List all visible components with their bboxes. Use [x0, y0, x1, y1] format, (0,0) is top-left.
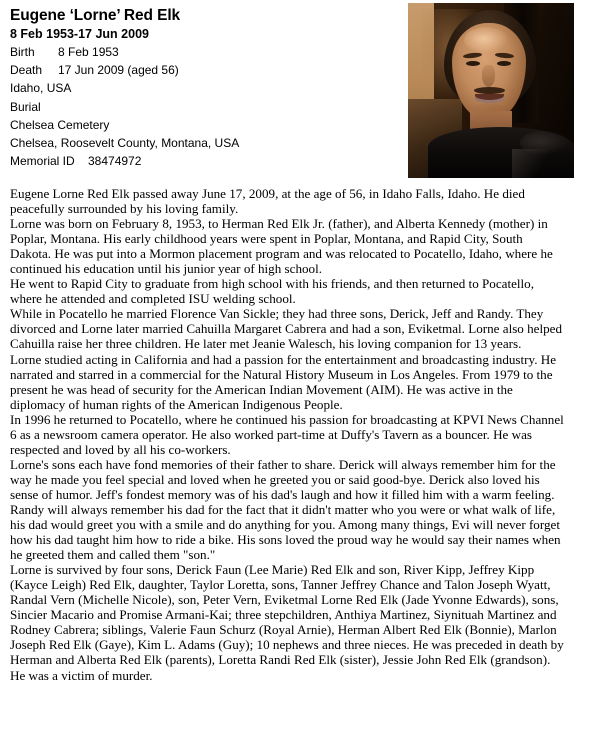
obituary-paragraph: In 1996 he returned to Pocatello, where he continued his passion for broadcasting at KPVI News Channel 6 as a newsroom camera operator. He also worked part-time at Duffy's Tavern as a bouncer. He was respected and loved by all his co-workers.	[10, 411, 564, 457]
death-label: Death	[10, 63, 43, 78]
photo-forehead-highlight	[464, 27, 508, 53]
photo-eye-right	[497, 61, 511, 66]
photo-nose	[482, 65, 495, 87]
photo-shirt-fold	[512, 149, 552, 178]
burial-label: Burial	[10, 99, 41, 114]
memorial-id-row	[10, 152, 400, 170]
death-row	[10, 61, 400, 79]
life-date-range: 8 Feb 1953-17 Jun 2009	[10, 27, 149, 41]
birth-value: 8 Feb 1953	[58, 45, 119, 59]
obituary-paragraph: While in Pocatello he married Florence Van Sickle; they had three sons, Derick, Jeff and Randy. They divorced and Lorne later married Cahuilla Margaret Cabrera and had a son, Eviketmal. Lorne also helped Cahuilla raise her three children. He later met Jeanie Walesch, his loving companion for 13 years.	[10, 306, 563, 352]
death-value: 17 Jun 2009 (aged 56)	[58, 63, 179, 78]
obituary-paragraph: Lorne's sons each have fond memories of their father to share. Derick will always remember him for the way he made you feel special and loved when he greeted you or said good-bye. Derick also loved his sense of humor. Jeff's fondest memory was of his dad's laugh and how it filled him with a warm feeling. Randy will always remember his dad for the fact that it didn't matter who you were or what walk of life, his dad would greet you with a smile and do anything for you. Among many things, Evi will never forget how his dad taught him how to ride a bike. His sons loved the proud way he would say their names when he greeted them and called them "son."	[10, 456, 561, 563]
photo-moustache	[474, 87, 505, 94]
obituary-paragraph: Lorne studied acting in California and had a passion for the entertainment and broadcasting industry. He narrated and starred in a commercial for the Natural History Museum in Los Angeles. From 1979 to the present he was head of security for the American Indian Movement (AIM). He was active in the diplomacy of human rights of the American Indigenous People.	[10, 351, 557, 412]
death-place: Idaho, USA	[10, 81, 72, 96]
obituary-paragraph: He went to Rapid City to graduate from high school with his friends, and then returned to Pocatello, where he attended and completed ISU welding school.	[10, 276, 535, 307]
memorial-id-label: Memorial ID	[10, 154, 75, 169]
cemetery-name: Chelsea Cemetery	[10, 117, 110, 132]
cemetery-location: Chelsea, Roosevelt County, Montana, USA	[10, 136, 240, 151]
memorial-id-value: 38474972	[88, 154, 142, 169]
obituary-text	[10, 186, 567, 683]
photo-mouth	[475, 94, 504, 103]
portrait-photo	[408, 3, 574, 178]
obituary-paragraph: Lorne was born on February 8, 1953, to Herman Red Elk Jr. (father), and Alberta Kennedy (mother) in Poplar, Montana. His early childhood years were spent in Poplar, Montana, and Rapid City, South Dakota. He was put into a Mormon placement program and was relocated to Pocatello, Idaho, where he continued his education until his junior year of high school.	[10, 216, 553, 277]
birth-row	[10, 43, 400, 61]
obituary-paragraph: Lorne is survived by four sons, Derick Faun (Lee Marie) Red Elk and son, River Kipp, Jeffrey Kipp (Kayce Leigh) Red Elk, daughter, Taylor Loretta, sons, Tanner Jeffrey Chance and Talon Joseph Wyatt, Randal Vern (Michelle Nicole), son, Peter Vern, Eviketmal Lorne Red Elk (Jade Yvonne Edwards), sons, Sincier Macario and Promise Armani-Kai; three stepchildren, Anthiya Martinez, Siynituah Martinez and Rodney Cabrera; siblings, Valerie Faun Schurz (Royal Arnie), Herman Albert Red Elk (Bonnie), Marlon Joseph Red Elk (Gaye), Kim L. Adams (Guy); 10 nephews and three nieces. He was preceded in death by Herman and Alberta Red Elk (parents), Loretta Randi Red Elk (sister), Jessie John Red Elk (grandson). He was a victim of murder.	[10, 562, 564, 683]
obituary-paragraph: Eugene Lorne Red Elk passed away June 17, 2009, at the age of 56, in Idaho Falls, Idaho. He died peacefully surrounded by his loving family.	[10, 186, 525, 217]
photo-eye-left	[466, 61, 480, 66]
birth-label: Birth	[10, 45, 35, 59]
photo-chin-shadow	[470, 103, 510, 121]
memorial-header	[10, 6, 400, 170]
page-title: Eugene ‘Lorne’ Red Elk	[10, 7, 181, 24]
